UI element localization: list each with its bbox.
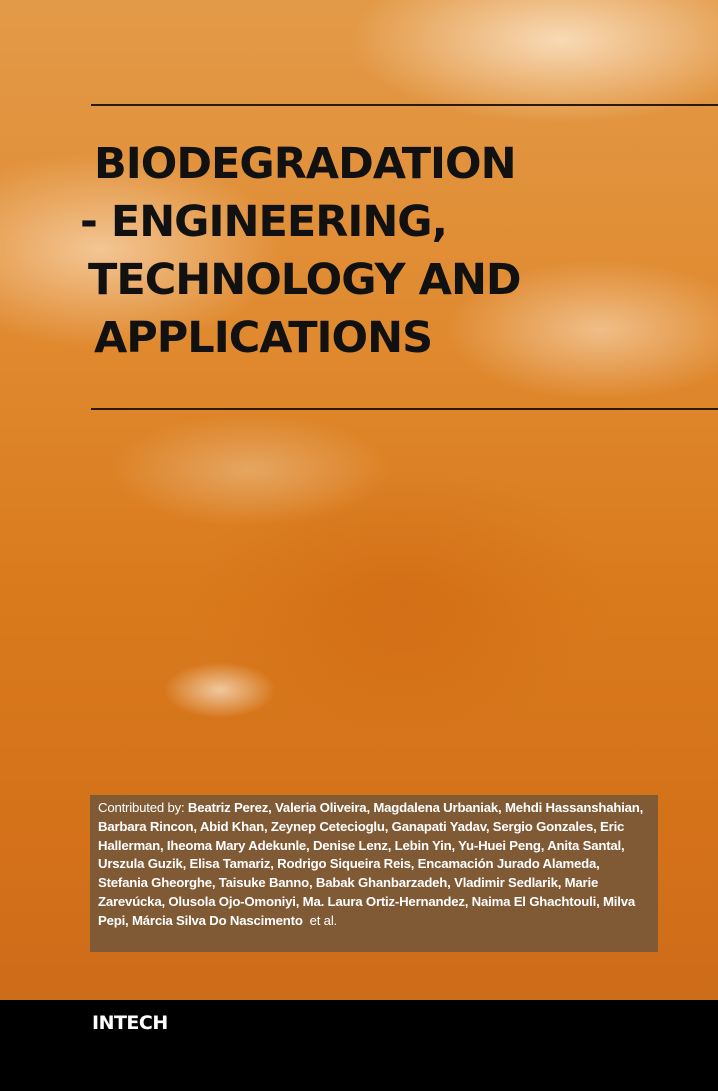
contributors-label: Contributed by: [98, 800, 185, 815]
contributors-box [90, 795, 658, 952]
book-title [80, 135, 521, 367]
title-line-1: BIODEGRADATION [94, 139, 516, 189]
publisher-logo: INTECH [92, 1012, 168, 1034]
contributors-suffix: et al. [309, 912, 338, 928]
bottom-rule [91, 408, 718, 410]
top-rule [91, 104, 718, 106]
title-line-3: TECHNOLOGY AND [88, 255, 521, 305]
title-line-2: - ENGINEERING, [80, 197, 447, 247]
title-line-4: APPLICATIONS [94, 313, 433, 363]
publisher-bar [0, 1000, 718, 1091]
contributors-list: Beatriz Perez, Valeria Oliveira, Magdalena Urbaniak, Mehdi Hassanshahian, Barbara Rincon, Abid Khan, Zeynep Cetecioglu, Ganapati Yadav, Sergio Gonzales, Eric Hallerman, Iheoma Mary Adekunle, Denise Lenz, Lebin Yin, Yu-Huei Peng, Anita Santal, Urszula Guzik, Elisa Tamariz, Rodrigo Siqueira Reis, Encamación Jurado Alameda, Stefania Gheorghe, Taisuke Banno, Babak Ghanbarzadeh, Vladimir Sedlarik, Marie Zarevúcka, Olusola Ojo-Omoniyi, Ma. Laura Ortiz-Hernandez, Naima El Ghachtouli, Milva Pepi, Márcia Silva Do Nascimento [98, 800, 644, 928]
